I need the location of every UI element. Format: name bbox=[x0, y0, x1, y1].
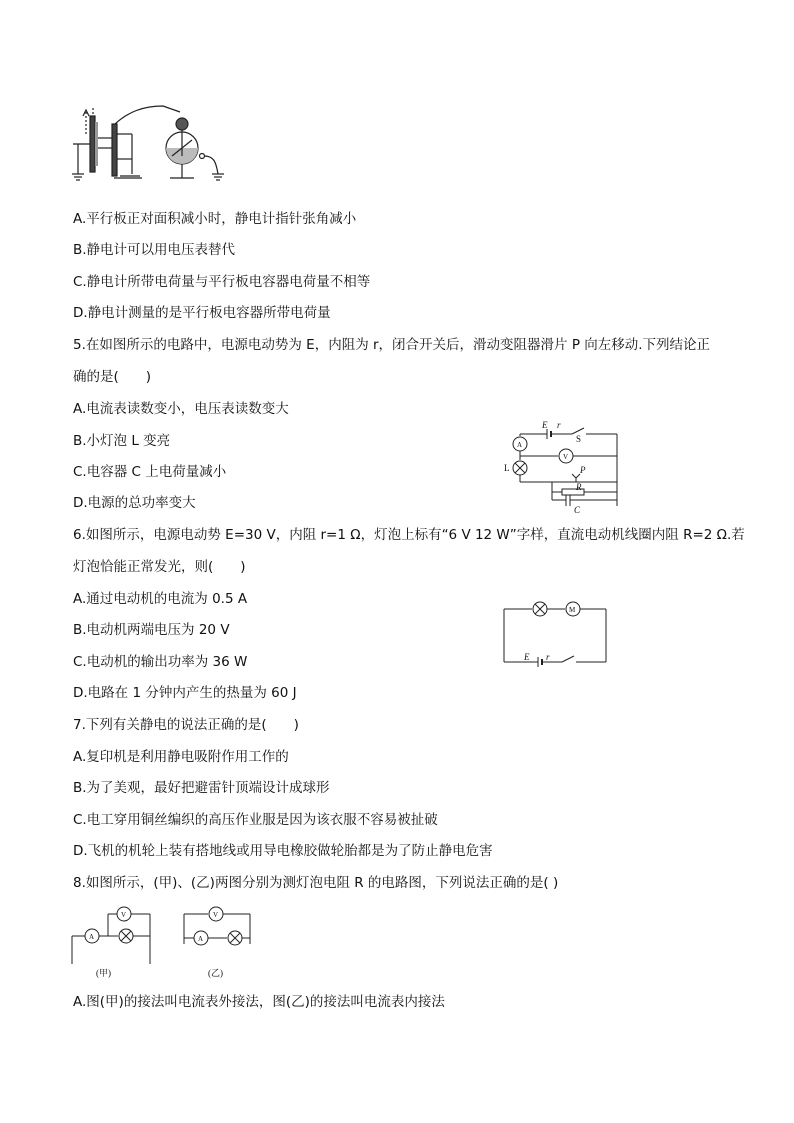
q8-jia-label-v: V bbox=[121, 911, 127, 919]
q8-stem: 8.如图所示，(甲)、(乙)两图分别为测灯泡电阻 R 的电路图，下列说法正确的是( ) bbox=[73, 875, 559, 891]
q8-caption-jia: (甲) bbox=[96, 968, 111, 978]
q6-option-d: D.电路在 1 分钟内产生的热量为 60 J bbox=[73, 685, 297, 701]
q5-label-c: C bbox=[574, 505, 581, 514]
q8-yi-label-a: A bbox=[198, 935, 204, 943]
q5-circuit-figure bbox=[502, 420, 624, 514]
q6-label-e: E bbox=[524, 652, 530, 662]
q5-stem-line2: 确的是( ) bbox=[73, 369, 152, 385]
q4-option-c: C.静电计所带电荷量与平行板电容器电荷量不相等 bbox=[73, 274, 371, 290]
q4-option-a: A.平行板正对面积减小时，静电计指针张角减小 bbox=[73, 211, 357, 227]
q5-option-a: A.电流表读数变小，电压表读数变大 bbox=[73, 401, 289, 417]
q8-caption-yi: (乙) bbox=[208, 968, 223, 978]
q6-stem-line2: 灯泡恰能正常发光，则( ) bbox=[73, 559, 246, 575]
q7-option-b: B.为了美观，最好把避雷针顶端设计成球形 bbox=[73, 780, 330, 796]
q7-option-c: C.电工穿用铜丝编织的高压作业服是因为该衣服不容易被扯破 bbox=[73, 812, 438, 828]
q6-label-r: r bbox=[546, 652, 550, 662]
q8-yi-label-v: V bbox=[213, 911, 219, 919]
q6-option-c: C.电动机的输出功率为 36 W bbox=[73, 654, 248, 670]
q5-label-s: S bbox=[576, 434, 582, 444]
q4-option-d: D.静电计测量的是平行板电容器所带电荷量 bbox=[73, 305, 331, 321]
q5-option-d: D.电源的总功率变大 bbox=[73, 495, 196, 511]
q5-label-a: A bbox=[517, 441, 523, 449]
q7-stem: 7.下列有关静电的说法正确的是( ) bbox=[73, 717, 299, 733]
q5-label-e: E bbox=[542, 420, 548, 430]
q5-label-l: L bbox=[504, 463, 510, 473]
q5-stem-line1: 5.在如图所示的电路中，电源电动势为 E，内阻为 r，闭合开关后，滑动变阻器滑片 P 向左移动.下列结论正 bbox=[73, 337, 711, 353]
q6-option-b: B.电动机两端电压为 20 V bbox=[73, 622, 230, 638]
q6-label-m: M bbox=[569, 606, 576, 614]
q7-option-a: A.复印机是利用静电吸附作用工作的 bbox=[73, 749, 289, 765]
q5-label-p: P bbox=[580, 465, 586, 475]
q6-stem-line1: 6.如图所示，电源电动势 E=30 V，内阻 r=1 Ω，灯泡上标有“6 V 12 W”字样，直流电动机线圈内阻 R=2 Ω.若 bbox=[73, 527, 745, 543]
q6-option-a: A.通过电动机的电流为 0.5 A bbox=[73, 591, 248, 607]
q4-option-b: B.静电计可以用电压表替代 bbox=[73, 242, 236, 258]
q8-circuit-jia-figure bbox=[70, 904, 160, 980]
q5-label-v: V bbox=[563, 453, 569, 461]
q8-jia-label-a: A bbox=[89, 933, 95, 941]
q5-option-c: C.电容器 C 上电荷量减小 bbox=[73, 464, 227, 480]
q8-option-a: A.图(甲)的接法叫电流表外接法，图(乙)的接法叫电流表内接法 bbox=[73, 994, 445, 1010]
q5-label-r: r bbox=[557, 420, 561, 430]
q6-circuit-figure bbox=[502, 598, 612, 668]
q8-circuit-yi-figure bbox=[180, 904, 260, 980]
q5-option-b: B.小灯泡 L 变亮 bbox=[73, 433, 171, 449]
q7-option-d: D.飞机的机轮上装有搭地线或用导电橡胶做轮胎都是为了防止静电危害 bbox=[73, 843, 493, 859]
q5-label-rr: R bbox=[576, 482, 582, 492]
capacitor-electroscope-figure bbox=[68, 104, 238, 190]
